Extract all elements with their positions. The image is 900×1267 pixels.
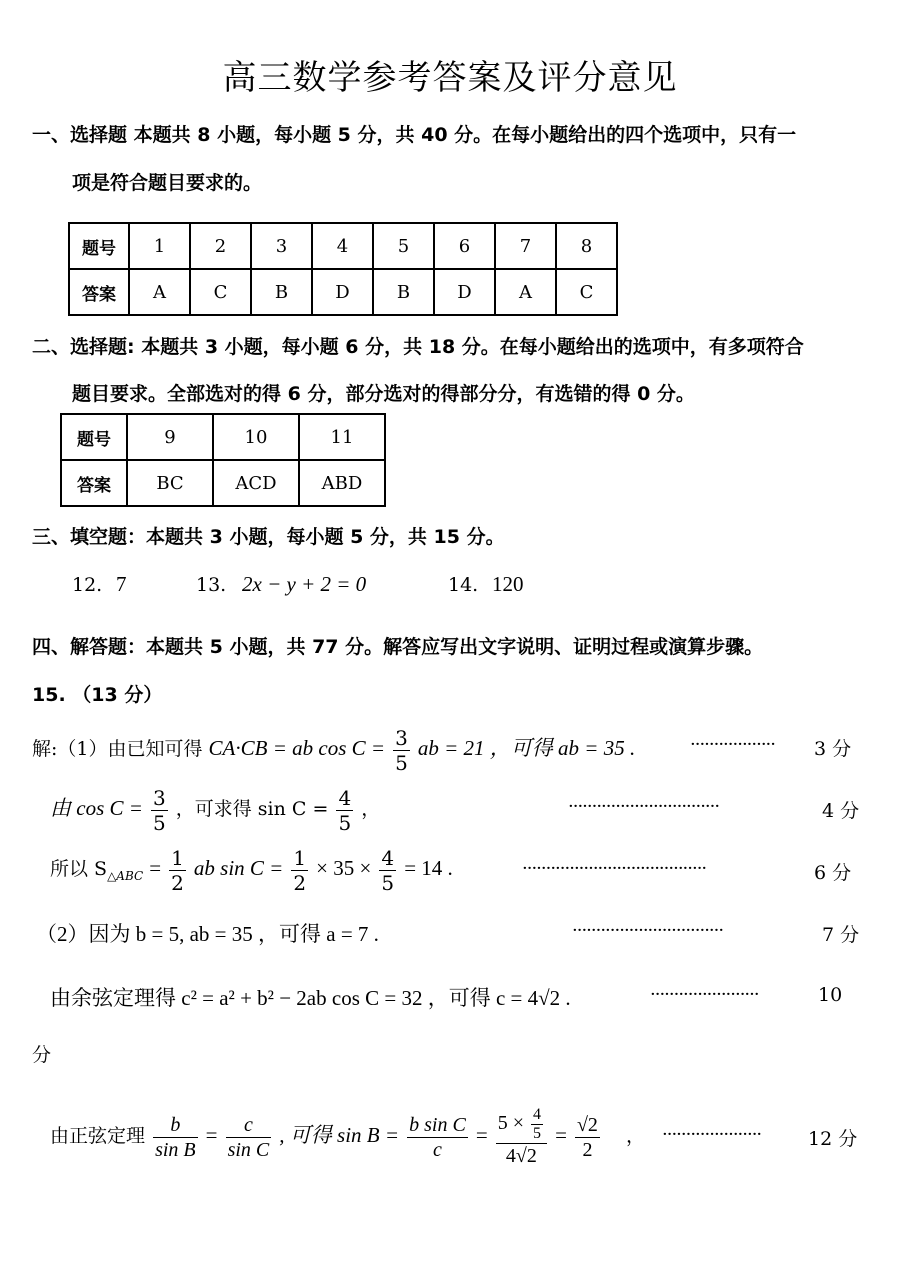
row-label-answer: 答案 (61, 460, 127, 506)
q15-step3-prefix: 所以 S (50, 858, 108, 880)
triangle-subscript: △ABC (107, 868, 144, 883)
table-row-numbers (61, 414, 385, 460)
fraction-numerator (496, 1106, 547, 1144)
answer-cell: BC (127, 460, 213, 506)
score-leader-dots: ·················· (690, 734, 775, 755)
answer-cell: A (129, 269, 190, 315)
fraction-bsinC-over-c (407, 1113, 468, 1162)
q15-step2-tail: ， (361, 798, 381, 820)
section3-intro: 三、填空题：本题共 3 小题，每小题 5 分，共 15 分。 (32, 526, 505, 548)
fraction-one-half (169, 846, 186, 895)
answer-cell: D (312, 269, 373, 315)
q13-answer: 2x − y + 2 = 0 (242, 572, 367, 596)
q13-number: 13. (196, 574, 227, 596)
equals-sign: = (149, 856, 162, 880)
q15-step4: （2）因为 b = 5, ab = 35 ，可得 a = 7 . (36, 922, 379, 946)
q15-step2-score: 4 分 (822, 800, 860, 822)
score-leader-dots: ································ (568, 796, 720, 817)
q15-step5-score: 10 (818, 984, 843, 1006)
fraction-three-fifths (151, 786, 168, 835)
q15-step6-tail: ， (625, 1125, 645, 1147)
answer-cell: C (190, 269, 251, 315)
answer-cell: ABD (299, 460, 385, 506)
question-number-cell: 9 (127, 414, 213, 460)
q15-step6-mid: , 可得 sin B = (279, 1123, 400, 1147)
fraction-four-fifths (336, 786, 353, 835)
fraction-compound (496, 1106, 547, 1168)
q14-answer: 120 (492, 572, 524, 596)
fraction-denominator: 5 (395, 750, 408, 775)
fraction-denominator: 2 (171, 870, 184, 895)
q15-step2 (50, 780, 380, 836)
equals-sign: = (555, 1123, 567, 1147)
question-number-cell: 2 (190, 223, 251, 269)
answer-cell: C (556, 269, 617, 315)
fraction-denominator: 2 (293, 870, 307, 895)
fraction-denominator: c (433, 1138, 442, 1161)
q15-step3-score: 6 分 (814, 862, 852, 884)
section4-intro: 四、解答题：本题共 5 小题，共 77 分。解答应写出文字说明、证明过程或演算步骤。 (32, 636, 764, 658)
page-title: 高三数学参考答案及评分意见 (222, 58, 678, 98)
question-number-cell: 8 (556, 223, 617, 269)
equals-sign: = (205, 1123, 218, 1147)
q15-step1-tail: ab = 21 ，可得 ab = 35 . (417, 736, 636, 760)
fraction-numerator: 4 (533, 1106, 542, 1123)
section1-answer-table (68, 222, 618, 316)
fraction-numerator: 4 (381, 845, 395, 870)
score-leader-dots: ······················· (650, 984, 759, 1005)
q15-step3 (50, 840, 453, 896)
q15-step5: 由余弦定理得 c² = a² + b² − 2ab cos C = 32 ，可得 c = 4√2 . (50, 986, 571, 1010)
q15-step5-score-wrap: 分 (32, 1044, 52, 1066)
fraction-denominator: 5 (338, 810, 352, 835)
section2-intro-line1: 二、选择题: 本题共 3 小题，每小题 6 分，共 18 分。在每小题给出的选项中，有多项符合 (32, 336, 804, 358)
question-number-cell: 1 (129, 223, 190, 269)
fraction-numerator: 3 (152, 785, 166, 810)
q15-step2-mid: ，可求得 sin C = (175, 798, 329, 820)
fraction-numerator: 1 (293, 845, 307, 870)
fraction-four-fifths (379, 846, 396, 895)
answer-cell: A (495, 269, 556, 315)
question-number-cell: 7 (495, 223, 556, 269)
q15-step6-prefix: 由正弦定理 (50, 1125, 146, 1147)
fraction-denominator: 5 (533, 1125, 542, 1142)
fraction-numerator: 1 (171, 845, 184, 870)
q12-answer: 7 (116, 572, 127, 596)
table-row-answers (69, 269, 617, 315)
equals-sign: = (475, 1123, 488, 1147)
section1-intro-line1: 一、选择题 本题共 8 小题，每小题 5 分，共 40 分。在每小题给出的四个选项中，只有一 (32, 124, 797, 146)
question-number-cell: 4 (312, 223, 373, 269)
question-number-cell: 10 (213, 414, 299, 460)
q15-header: 15. （13 分） (32, 684, 163, 706)
fraction-b-over-sinB (153, 1113, 198, 1162)
q14-number: 14. (448, 574, 479, 596)
row-label-answer: 答案 (69, 269, 129, 315)
row-label-question-number: 题号 (61, 414, 127, 460)
q15-step3-mid2: × 35 × (316, 856, 372, 880)
fraction-c-over-sinC (226, 1113, 272, 1162)
fraction-denominator: 4√2 (505, 1145, 537, 1167)
fraction-denominator: 2 (582, 1138, 593, 1161)
fraction-denominator: 5 (381, 870, 395, 895)
row-label-question-number: 题号 (69, 223, 129, 269)
fraction-four-fifths (531, 1106, 543, 1143)
answer-cell: D (434, 269, 495, 315)
score-leader-dots: ······································· (522, 858, 707, 879)
q15-step2-prefix: 由 cos C = (50, 796, 143, 820)
fraction-one-half (291, 846, 308, 895)
q15-step4-score: 7 分 (822, 924, 860, 946)
section2-answer-table (60, 413, 386, 507)
q15-step3-tail: = 14 . (404, 856, 453, 880)
fraction-numerator: c (226, 1113, 272, 1138)
section2-intro-line2: 题目要求。全部选对的得 6 分，部分选对的得部分分，有选错的得 0 分。 (72, 383, 695, 405)
score-leader-dots: ····················· (662, 1124, 762, 1145)
question-number-cell: 3 (251, 223, 312, 269)
fraction-numerator: 3 (395, 725, 408, 750)
fraction-numerator: 4 (338, 785, 352, 810)
fraction-three-fifths (393, 726, 410, 775)
score-leader-dots: ································ (572, 920, 724, 941)
table-row-answers (61, 460, 385, 506)
section1-intro-line2: 项是符合题目要求的。 (72, 172, 263, 194)
fraction-numerator: √2 (576, 1113, 598, 1136)
answer-cell: ACD (213, 460, 299, 506)
compound-numerator-prefix: 5 × (497, 1112, 525, 1135)
fraction-denominator: sin B (155, 1138, 196, 1161)
fraction-numerator: b sin C (409, 1113, 466, 1136)
question-number-cell: 5 (373, 223, 434, 269)
question-number-cell: 11 (299, 414, 385, 460)
fraction-root2-over-2 (575, 1113, 600, 1162)
answer-cell: B (373, 269, 434, 315)
q12-number: 12. (72, 574, 103, 596)
fraction-numerator: b (153, 1113, 198, 1138)
q15-step1 (32, 720, 635, 776)
fraction-denominator: sin C (227, 1138, 270, 1161)
q15-step1-score: 3 分 (814, 738, 852, 760)
q15-step6-score: 12 分 (808, 1128, 858, 1150)
answer-cell: B (251, 269, 312, 315)
q15-step6 (50, 1090, 645, 1180)
question-number-cell: 6 (434, 223, 495, 269)
q15-step1-equation: CA·CB = ab cos C = (208, 736, 386, 760)
table-row-numbers (69, 223, 617, 269)
q15-step1-prefix: 解:（1）由已知可得 (32, 738, 203, 760)
fraction-denominator: 5 (152, 810, 166, 835)
q15-step3-mid: ab sin C = (193, 856, 284, 880)
